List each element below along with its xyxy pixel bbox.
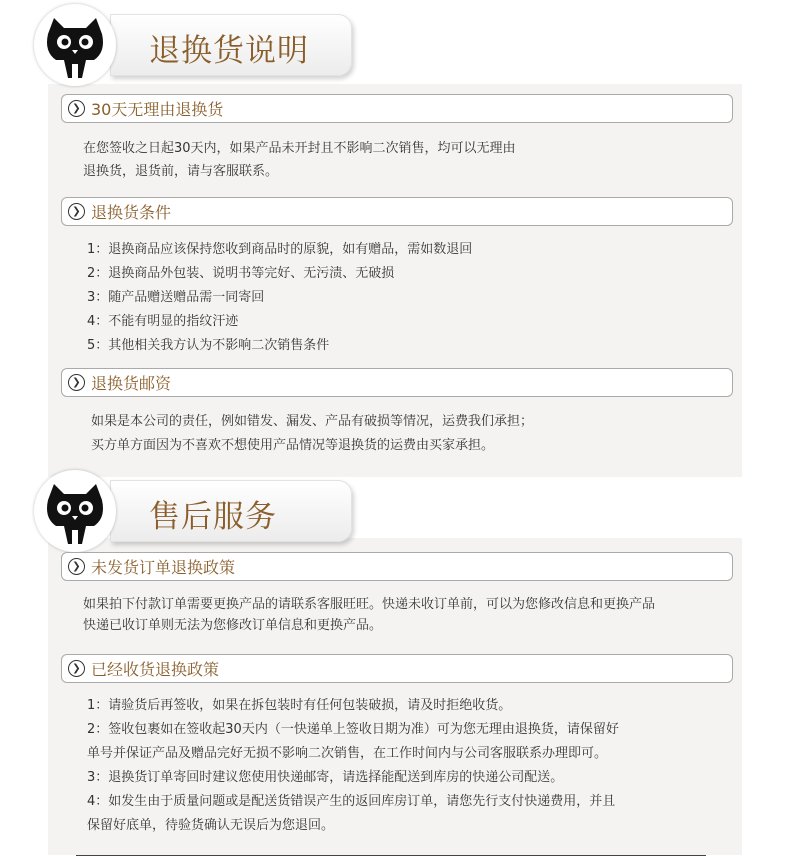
bottom-divider <box>76 855 706 856</box>
section1-header-tab <box>110 14 352 76</box>
block-return-postage-heading <box>61 368 733 397</box>
circle-arrow-icon: ❯ <box>68 203 85 220</box>
section1-title: 退换货说明 <box>149 33 309 69</box>
text-line: 2：签收包裹如在签收起30天内（一快递单上签收日期为准）可为您无理由退换货，请保留好 <box>87 722 619 737</box>
section2-header <box>34 470 364 556</box>
circle-arrow-icon: ❯ <box>68 374 85 391</box>
block-received-policy-heading <box>61 654 733 683</box>
block-heading-label: 退换货邮资 <box>91 374 172 393</box>
text-line: 5：其他相关我方认为不影响二次销售条件 <box>87 338 330 353</box>
block-heading-label: 未发货订单退换政策 <box>91 558 236 577</box>
text-line: 3：随产品赠送赠品需一同寄回 <box>87 290 265 305</box>
section2-header-tab <box>110 480 352 542</box>
block-unshipped-policy-text <box>83 594 655 636</box>
section1-header <box>34 4 364 90</box>
text-line: 2：退换商品外包装、说明书等完好、无污渍、无破损 <box>87 266 395 281</box>
text-line: 买方单方面因为不喜欢不想使用产品情况等退换货的运费由买家承担。 <box>91 438 495 453</box>
block-heading-label: 退换货条件 <box>91 203 172 222</box>
text-line: 如果是本公司的责任，例如错发、漏发、产品有破损等情况，运费我们承担； <box>91 414 534 429</box>
text-line: 保留好底单，待验货确认无误后为您退回。 <box>87 818 335 833</box>
text-line: 退换货，退货前，请与客服联系。 <box>83 164 279 179</box>
block-30day-return-text <box>83 137 516 183</box>
text-line: 在您签收之日起30天内，如果产品未开封且不影响二次销售，均可以无理由 <box>83 141 516 156</box>
text-line: 4：不能有明显的指纹汗迹 <box>87 314 239 329</box>
section2-title: 售后服务 <box>149 499 277 535</box>
circle-arrow-icon: ❯ <box>68 660 85 677</box>
text-line: 如果拍下付款订单需要更换产品的请联系客服旺旺。快递未收订单前，可以为您修改信息和更换产品 <box>83 597 656 612</box>
block-30day-return-heading <box>61 94 733 123</box>
block-heading-label: 已经收货退换政策 <box>91 660 220 679</box>
block-received-policy-text <box>87 694 619 838</box>
circle-arrow-icon: ❯ <box>68 558 85 575</box>
text-line: 快递已收订单则无法为您修改订单信息和更换产品。 <box>83 618 383 633</box>
tmall-cat-icon <box>34 4 116 86</box>
text-line: 1：退换商品应该保持您收到商品时的原貌，如有赠品，需如数退回 <box>87 242 473 257</box>
text-line: 1：请验货后再签收，如果在拆包装时有任何包装破损，请及时拒绝收货。 <box>87 698 512 713</box>
text-line: 3：退换货订单寄回时建议您使用快递邮寄，请选择能配送到库房的快递公司配送。 <box>87 770 564 785</box>
text-line: 4：如发生由于质量问题或是配送货错误产生的返回库房订单，请您先行支付快递费用，并且 <box>87 794 616 809</box>
text-line: 单号并保证产品及赠品完好无损不影响二次销售，在工作时间内与公司客服联系办理即可。 <box>87 746 608 761</box>
block-unshipped-policy-heading <box>61 552 733 581</box>
block-return-conditions-text <box>87 238 472 358</box>
block-return-conditions-heading <box>61 197 733 226</box>
tmall-cat-icon <box>34 470 116 552</box>
block-heading-label: 30天无理由退换货 <box>91 100 224 119</box>
circle-arrow-icon: ❯ <box>68 100 85 117</box>
block-return-postage-text <box>91 410 533 458</box>
